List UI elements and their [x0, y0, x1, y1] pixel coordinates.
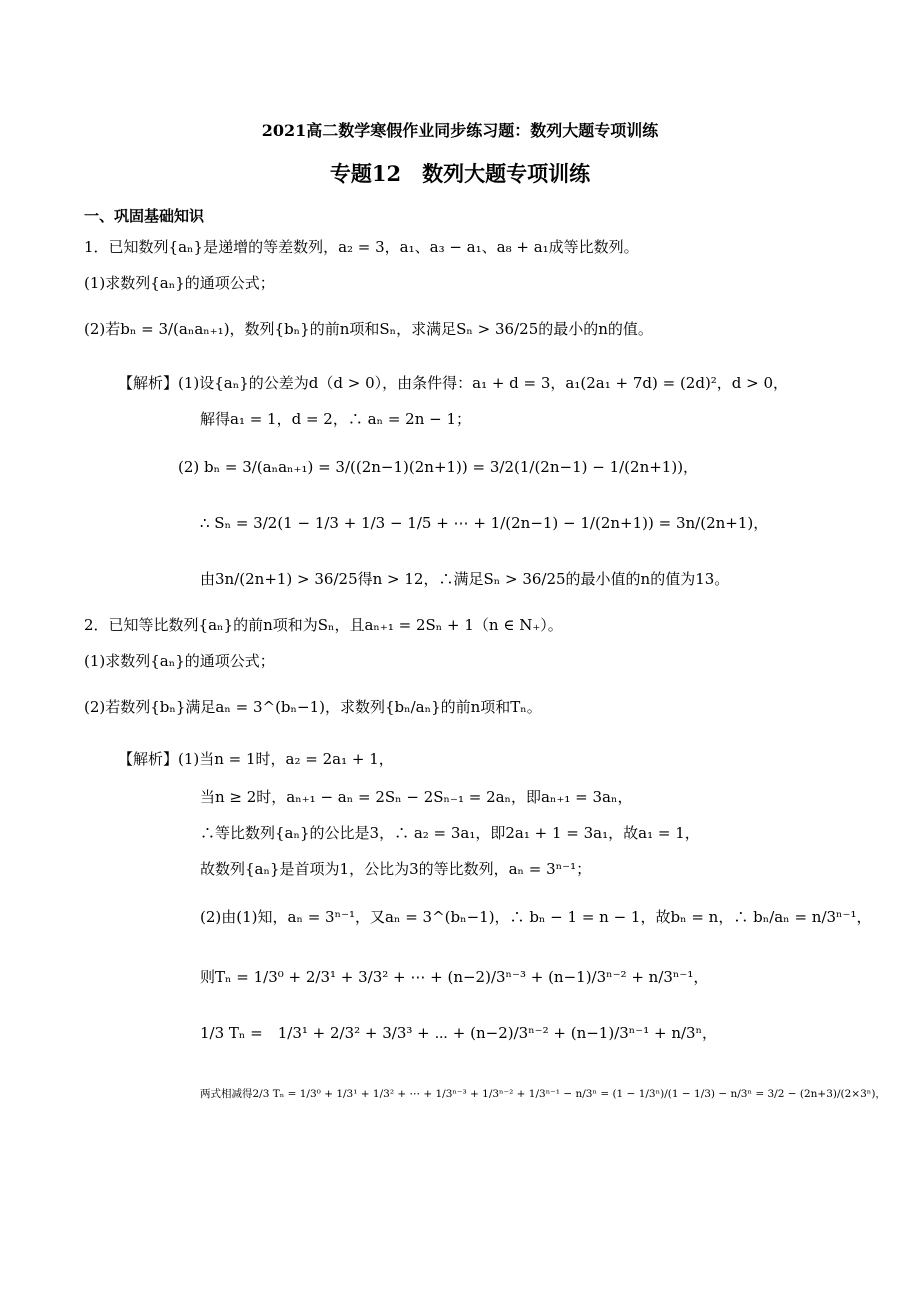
- solution-2-line-1: 【解析】(1)当n = 1时，a₂ = 2a₁ + 1，: [118, 750, 394, 768]
- section-heading: 一、巩固基础知识: [84, 207, 205, 225]
- problem-2-part-1: (1)求数列{aₙ}的通项公式；: [84, 652, 275, 670]
- problem-1-part-2: (2)若bₙ = 3/(aₙaₙ₊₁)，数列{bₙ}的前n项和Sₙ，求满足Sₙ > 36/25的最小的n的值。: [84, 320, 653, 338]
- solution-1-line-1: 【解析】(1)设{aₙ}的公差为d（d > 0），由条件得：a₁ + d = 3，a₁(2a₁ + 7d) = (2d)²，d > 0，: [118, 374, 789, 392]
- solution-2-line-2: 当n ≥ 2时，aₙ₊₁ − aₙ = 2Sₙ − 2Sₙ₋₁ = 2aₙ，即aₙ₊₁ = 3aₙ，: [200, 788, 633, 806]
- solution-2-line-3: ∴等比数列{aₙ}的公比是3，∴ a₂ = 3a₁，即2a₁ + 1 = 3a₁，故a₁ = 1，: [200, 824, 700, 842]
- solution-2-line-5: (2)由(1)知，aₙ = 3ⁿ⁻¹，又aₙ = 3^(bₙ−1)，∴ bₙ − 1 = n − 1，故bₙ = n，∴ bₙ/aₙ = n/3ⁿ⁻¹，: [200, 908, 872, 926]
- problem-1-statement: 1．已知数列{aₙ}是递增的等差数列，a₂ = 3，a₁、a₃ − a₁、a₈ + a₁成等比数列。: [84, 238, 639, 256]
- solution-2-line-7: 1/3 Tₙ = 1/3¹ + 2/3² + 3/3³ + ⋯ + (n−2)/3ⁿ⁻² + (n−1)/3ⁿ⁻¹ + n/3ⁿ，: [200, 1024, 718, 1042]
- problem-2-part-2: (2)若数列{bₙ}满足aₙ = 3^(bₙ−1)，求数列{bₙ/aₙ}的前n项和Tₙ。: [84, 698, 542, 716]
- solution-1-line-4: ∴ Sₙ = 3/2(1 − 1/3 + 1/3 − 1/5 + ⋯ + 1/(2n−1) − 1/(2n+1)) = 3n/(2n+1)，: [200, 514, 769, 532]
- document-title: 专题12 数列大题专项训练: [329, 161, 591, 186]
- problem-1-part-1: (1)求数列{aₙ}的通项公式；: [84, 274, 275, 292]
- solution-1-line-5: 由3n/(2n+1) > 36/25得n > 12，∴满足Sₙ > 36/25的最小值的n的值为13。: [200, 570, 730, 588]
- solution-2-line-6: 则Tₙ = 1/3⁰ + 2/3¹ + 3/3² + ⋯ + (n−2)/3ⁿ⁻³ + (n−1)/3ⁿ⁻² + n/3ⁿ⁻¹，: [200, 968, 709, 986]
- solution-2-line-8: 两式相减得2/3 Tₙ = 1/3⁰ + 1/3¹ + 1/3² + ⋯ + 1/3ⁿ⁻³ + 1/3ⁿ⁻² + 1/3ⁿ⁻¹ − n/3ⁿ = (1 − 1/3ⁿ)/(1 − 1/3) − n/3ⁿ = 3/2 − (2n+3)/(2×3ⁿ)，: [200, 1088, 886, 1100]
- document-header: 2021高二数学寒假作业同步练习题：数列大题专项训练: [261, 121, 659, 140]
- solution-1-line-2: 解得a₁ = 1，d = 2，∴ aₙ = 2n − 1；: [200, 410, 472, 428]
- problem-2-statement: 2．已知等比数列{aₙ}的前n项和为Sₙ，且aₙ₊₁ = 2Sₙ + 1（n ∈ N₊）。: [84, 616, 563, 634]
- solution-1-line-3: (2) bₙ = 3/(aₙaₙ₊₁) = 3/((2n−1)(2n+1)) = 3/2(1/(2n−1) − 1/(2n+1))，: [178, 458, 699, 476]
- solution-2-line-4: 故数列{aₙ}是首项为1，公比为3的等比数列，aₙ = 3ⁿ⁻¹；: [200, 860, 592, 878]
